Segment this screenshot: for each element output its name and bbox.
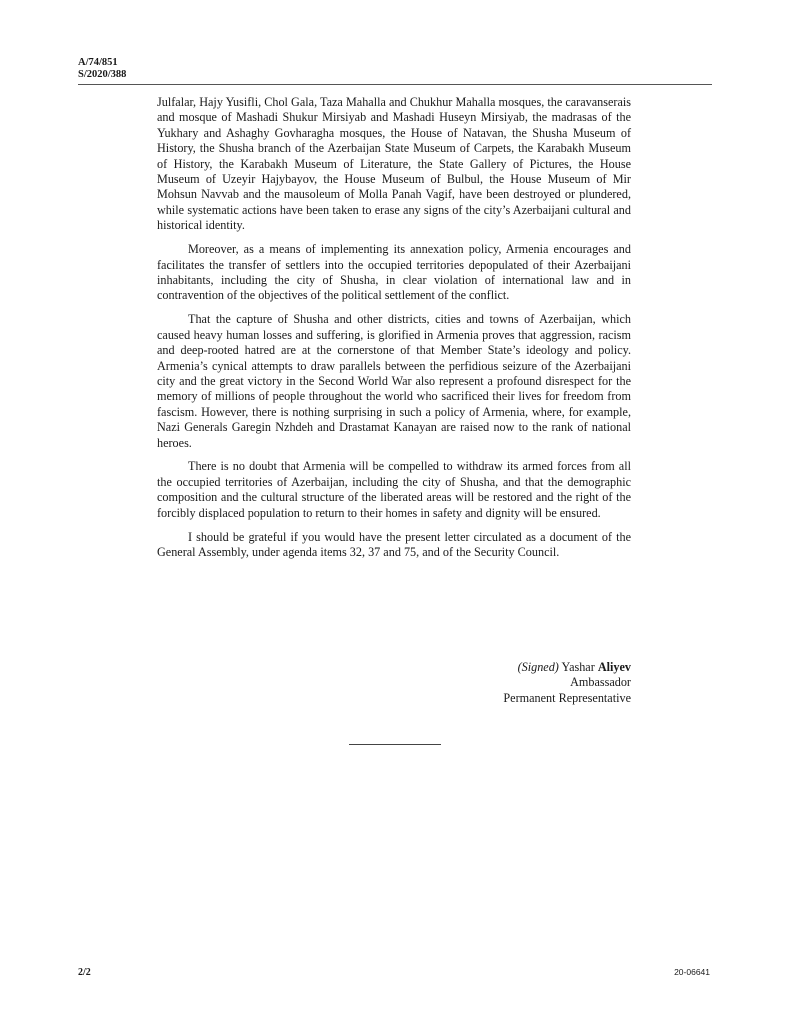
document-symbols	[78, 57, 126, 81]
document-job-number: 20-06641	[674, 967, 710, 977]
general-assembly-symbol: A/74/851	[78, 57, 118, 68]
signature-block	[331, 660, 631, 706]
signatory-given-name: Yashar	[561, 660, 595, 674]
end-of-document-rule	[349, 744, 441, 745]
paragraph-annexation-policy: Moreover, as a means of implementing its annexation policy, Armenia encourages and facilitates the transfer of settlers into the occupied territories depopulated of their Azerbaijani inhabitants, including the city of Shusha, in clear violation of international law and in contravention of the objectives of the political settlement of the conflict.	[157, 242, 631, 303]
paragraph-capture-of-shusha: That the capture of Shusha and other districts, cities and towns of Azerbaijan, which caused heavy human losses and suffering, is glorified in Armenia proves that aggression, racism and deep-rooted hatred are at the cornerstone of that Member State’s ideology and policy. Armenia’s cynical attempts to draw parallels between the perfidious seizure of the Azerbaijani city and the great victory in the Second World War also represent a profound disrespect for the memory of millions of people throughout the world who sacrificed their lives for freedom from fascism. However, there is nothing surprising in such a policy of Armenia, where, for example, Nazi Generals Garegin Nzhdeh and Drastamat Kanayan are raised now to the rank of national heroes.	[157, 312, 631, 450]
paragraph-continuation: Julfalar, Hajy Yusifli, Chol Gala, Taza Mahalla and Chukhur Mahalla mosques, the caravanserais and mosque of Mashadi Shukur Mirsiyab and Mashadi Huseyn Mirsiyab, the madrasas of the Yukhary and Ashaghy Govharagha mosques, the House of Natavan, the Shusha Museum of History, the Shusha branch of the Azerbaijan State Museum of Carpets, the Karabakh Museum of History, the Karabakh Museum of Literature, the State Gallery of Pictures, the House Museum of Uzeyir Hajybayov, the House Museum of Bulbul, the House Museum of Mir Mohsun Navvab and the mausoleum of Molla Panah Vagif, have been destroyed or plundered, while systematic actions have been taken to erase any signs of the city’s Azerbaijani cultural and historical identity.	[157, 95, 631, 233]
header-divider	[78, 84, 712, 85]
signatory-title-representative: Permanent Representative	[503, 690, 631, 705]
signatory-title-ambassador: Ambassador	[570, 675, 631, 690]
paragraph-withdrawal: There is no doubt that Armenia will be compelled to withdraw its armed forces from all the occupied territories of Azerbaijan, including the city of Shusha, and that the demographic composition and the cultural structure of the liberated areas will be restored and the right of the forcibly displaced population to return to their homes in safety and dignity will be ensured.	[157, 459, 631, 520]
page-number: 2/2	[78, 967, 91, 978]
security-council-symbol: S/2020/388	[78, 69, 127, 80]
signature-line	[331, 660, 631, 675]
letter-body	[157, 95, 631, 569]
paragraph-circulation-request: I should be grateful if you would have the present letter circulated as a document of the General Assembly, under agenda items 32, 37 and 75, and of the Security Council.	[157, 529, 631, 559]
signatory-surname: Aliyev	[597, 660, 631, 674]
signed-label: (Signed)	[517, 660, 559, 674]
